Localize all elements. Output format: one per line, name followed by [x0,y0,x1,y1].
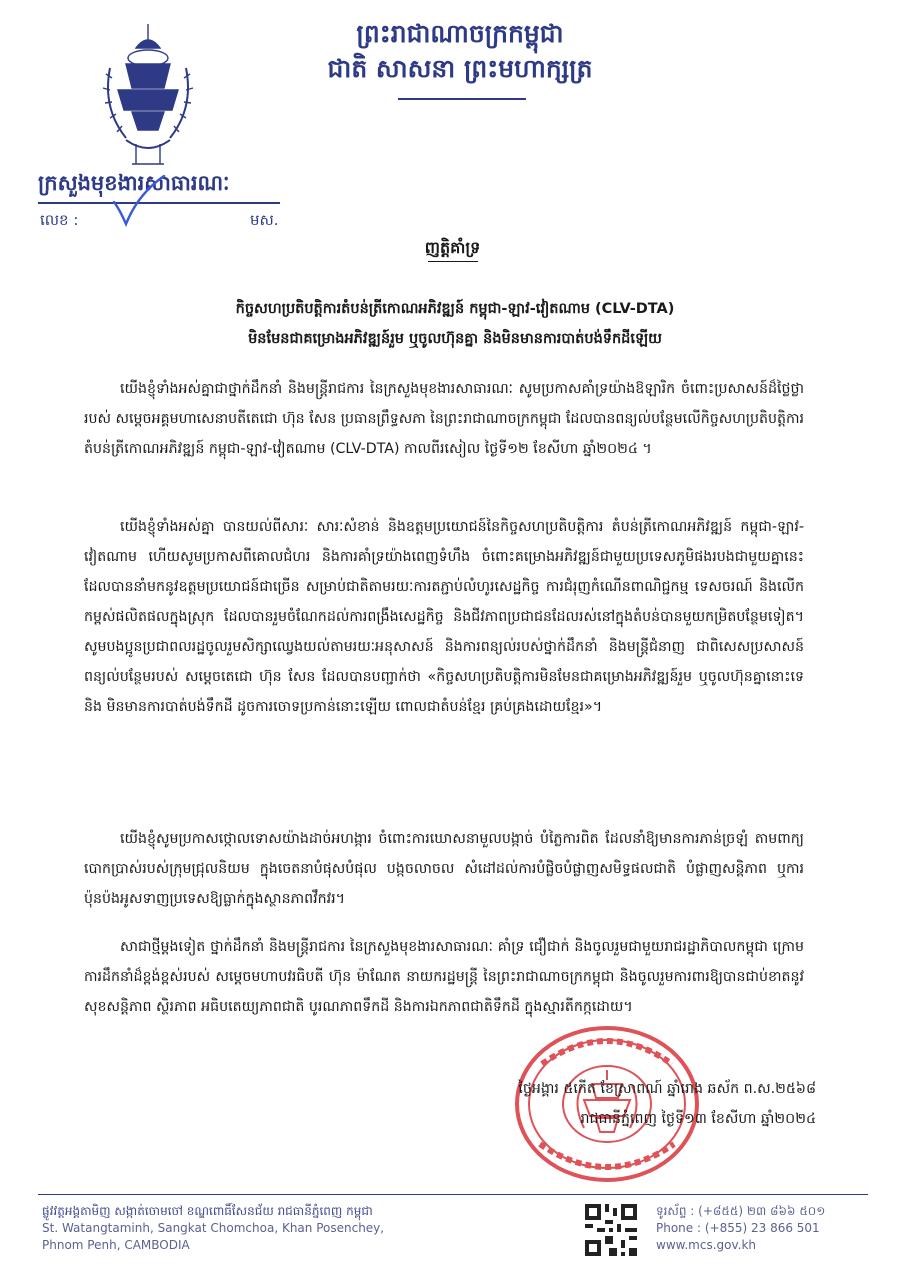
paragraph-2: យើងខ្ញុំទាំងអស់គ្នា បានយល់ពីសារៈ សារៈសំខាន់ និងឧត្តមប្រយោជន៍នៃកិច្ចសហប្រតិបត្តិការ តំបន់ត្រីកោណអភិវឌ្ឍន៍ កម្ពុជា-ឡាវ-វៀតណាម ហើយសូមប្រកាសពីគោលជំហរ និងការគាំទ្រយ៉ាងពេញទំហឹង ចំពោះគម្រោងអភិវឌ្ឍន៍ជាមួយប្រទេសភូមិផងរបងជាមួយគ្នានេះ ដែលបាននាំមកនូវឧត្តមប្រយោជន៍ជាច្រើន សម្រាប់ជាតិតាមរយៈការតភ្ជាប់លំហូរសេដ្ឋកិច្ច ការជំរុញកំណើនពាណិជ្ជកម្ម ទេសចរណ៍ និងលើកកម្ពស់ផលិតផលក្នុងស្រុក ដែលបានរួមចំណែកដល់ការពង្រឹងសេដ្ឋកិច្ច និងជីវភាពប្រជាជនដែលរស់នៅក្នុងតំបន់បានមួយកម្រិតបន្ថែមទៀត។ សូមបងប្អូនប្រជាពលរដ្ឋចូលរួមសិក្សាឈ្វេងយល់តាមរយៈអនុសាសន៍ និងការពន្យល់របស់ថ្នាក់ដឹកនាំ និងមន្ត្រីជំនាញ ជាពិសេសប្រសាសន៍ពន្យល់បន្ថែមរបស់ សម្តេចតេជោ ហ៊ុន សែន ដែលបានបញ្ជាក់ថា «កិច្ចសហប្រតិបត្តិការមិនមែនជាគម្រោងអភិវឌ្ឍន៍រួម ឬចូលហ៊ុនគ្នានោះទេ និង មិនមានការបាត់បង់ទឹកដី ដូចការចោទប្រកាន់នោះឡើយ ពោលជាតំបន់ខ្មែរ គ្រប់គ្រងដោយខ្មែរ»។ [84,519,804,715]
kingdom-name: ព្រះរាជាណាចក្រកម្ពុជា [356,19,564,48]
footer-contact [656,1203,896,1254]
footer-address [42,1203,562,1254]
phone-khmer: ទូរស័ព្ទ : (+៨៥៥) ២៣ ៨៦៦ ៥០១ [656,1204,826,1218]
number-label: លេខ : [40,211,79,229]
address-khmer: ផ្លូវវត្តអង្គតាមិញ សង្កាត់ចោមចៅ ខណ្ឌពោធិ៍សែនជ័យ រាជធានីភ្នំពេញ កម្ពុជា [42,1204,373,1218]
document-headline [60,294,850,354]
document-title: ញត្តិគាំទ្រ [424,238,481,257]
motto-divider [398,98,526,100]
reference-number [40,211,300,239]
date-lunar: ថ្ងៃអង្គារ ៥កើត ខែស្រាពណ៍ ឆ្នាំរោង ឆស័ក ព.ស.២៥៦៨ [518,1081,816,1097]
kingdom-header [290,16,630,86]
number-suffix: មស. [250,211,279,229]
headline-line-1: កិច្ចសហប្រតិបត្តិការតំបន់ត្រីកោណអភិវឌ្ឍន៍ កម្ពុជា-ឡាវ-វៀតណាម (CLV-DTA) [235,301,675,317]
address-english-line-1: St. Watangtaminh, Sangkat Chomchoa, Khan Posenchey, [42,1221,385,1235]
address-english-line-2: Phnom Penh, CAMBODIA [42,1238,190,1252]
national-motto: ជាតិ សាសនា ព្រះមហាក្សត្រ [327,54,593,83]
phone-english: Phone : (+855) 23 866 501 [656,1221,820,1235]
qr-code-icon [585,1204,637,1256]
royal-emblem-icon [96,18,200,170]
checkmark-icon [108,172,168,230]
paragraph-3: យើងខ្ញុំសូមប្រកាសថ្កោលទោសយ៉ាងដាច់អហង្ការ ចំពោះការឃោសនាមួលបង្កាច់ បំភ្លៃការពិត ដែលនាំឱ្យមានការភាន់ច្រឡំ តាមពាក្យបោកប្រាស់របស់ក្រុមជ្រុលនិយម ក្នុងចេតនាបំផុសបំផុល បង្កចលាចល សំដៅដល់ការបំផ្លិចបំផ្លាញសមិទ្ធផលជាតិ បំផ្លាញសន្តិភាព ឬការប៉ុនប៉ងអូសទាញប្រទេសឱ្យធ្លាក់ក្នុងស្ថានភាពវឹកវរ។ [84,831,804,907]
title-underline [428,261,478,262]
paragraph-4: សាជាថ្មីម្តងទៀត ថ្នាក់ដឹកនាំ និងមន្ត្រីរាជការ នៃក្រសួងមុខងារសាធារណៈ គាំទ្រ ជឿជាក់ និងចូលរួមជាមួយរាជរដ្ឋាភិបាលកម្ពុជា ក្រោមការដឹកនាំដ៏ខ្ពង់ខ្ពស់របស់ សម្តេចមហាបវរធិបតី ហ៊ុន ម៉ាណែត នាយករដ្ឋមន្ត្រី នៃព្រះរាជាណាចក្រកម្ពុជា និងចូលរួមការពារឱ្យបានជាប់ខាតនូវសុខសន្តិភាព ស្ថិរភាព អធិបតេយ្យភាពជាតិ បូរណភាពទឹកដី និងការឯកភាពជាតិទឹកដី ក្នុងស្មារតីកក្កដោយ។ [84,939,804,1015]
date-solar: រាជធានីភ្នំពេញ ថ្ងៃទី១៣ ខែសីហា ឆ្នាំ២០២៤ [580,1111,816,1127]
headline-line-2: មិនមែនជាគម្រោងអភិវឌ្ឍន៍រួម ឬចូលហ៊ុនគ្នា និងមិនមានការបាត់បង់ទឹកដីឡើយ [248,331,662,347]
paragraph-1: យើងខ្ញុំទាំងអស់គ្នាជាថ្នាក់ដឹកនាំ និងមន្ត្រីរាជការ នៃក្រសួងមុខងារសាធារណៈ សូមប្រកាសគាំទ្រយ៉ាងឱឡារិក ចំពោះប្រសាសន៍ដ៏ថ្លៃថ្លារបស់ សម្តេចអគ្គមហាសេនាបតីតេជោ ហ៊ុន សែន ប្រធានព្រឹទ្ធសភា នៃព្រះរាជាណាចក្រកម្ពុជា ដែលបានពន្យល់បន្ថែមលើកិច្ចសហប្រតិបត្តិការតំបន់ត្រីកោណអភិវឌ្ឍន៍ កម្ពុជា-ឡាវ-វៀតណាម (CLV-DTA) កាលពីរសៀល ថ្ងៃទី១២ ខែសីហា ឆ្នាំ២០២៤ ។ [84,381,804,457]
ministry-name: ក្រសួងមុខងារសាធារណៈ [38,171,230,195]
website-link[interactable]: www.mcs.gov.kh [656,1238,757,1252]
footer-divider [38,1194,868,1195]
